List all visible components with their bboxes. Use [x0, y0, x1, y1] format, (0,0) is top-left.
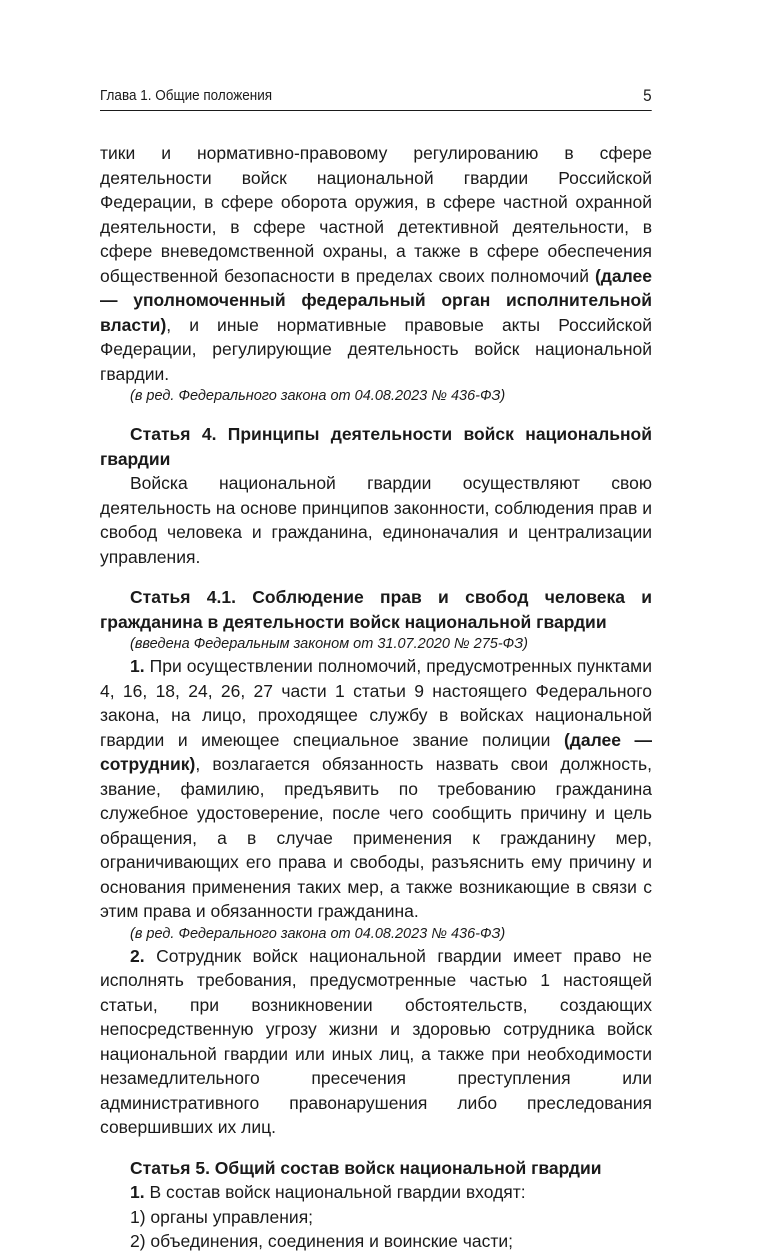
chapter-title: Глава 1. Общие положения: [100, 87, 273, 104]
page-number: 5: [643, 86, 652, 105]
article-5-title: Статья 5. Общий состав войск национальной гвардии: [130, 1157, 602, 1178]
amendment-note: (в ред. Федерального закона от 04.08.2023 № 436-ФЗ): [130, 925, 506, 942]
article-4-text: Войска национальной гвардии осуществляют свою деятельность на основе принципов законности, соблюдения прав и свобод человека и гражданина, единоначалия и централизации управления.: [100, 473, 652, 567]
text-run: При осуществлении полномочий, предусмотренных пунктами 4, 16, 18, 24, 26, 27 части 1 статьи 9 настоящего Федерального закона, на лицо, проходящее службу в войсках национальной гвардии и имеющее специальное звание полиции: [100, 656, 652, 750]
text-run: , возлагается обязанность назвать свои должность, звание, фамилию, предъявить по требованию гражданина служебное удостоверение, после чего сообщить причину и цель обращения, а в случае применения к гражданину мер, ограничивающих его права и свободы, разъяснить ему причину и основания применения таких мер, а также возникающие в связи с этим права и обязанности гражданина.: [100, 754, 652, 921]
list-item: 1) органы управления;: [130, 1206, 314, 1227]
text-run: Сотрудник войск национальной гвардии имеет право не исполнять требования, предусмотренные частью 1 настоящей статьи, при возникновении обстоятельств, создающих непосредственную угрозу жизни и здоровью сотрудника войск национальной гвардии или иных лиц, а также при необходимости незамедлительного пресечения преступления или административного правонарушения либо преследования совершивших их лиц.: [100, 945, 652, 1137]
page-content: [100, 141, 652, 1254]
part-number: 2.: [130, 945, 145, 966]
paragraph-continuation: [100, 141, 652, 386]
running-header: [100, 86, 652, 111]
article-4-1-part-2: [100, 944, 652, 1140]
text-run: В состав войск национальной гвардии входят:: [144, 1182, 526, 1202]
book-page: [100, 86, 653, 1251]
article-4-1-part-1: [100, 654, 652, 924]
article-4-1-title: Статья 4.1. Соблюдение прав и свобод человека и гражданина в деятельности войск национальной гвардии: [100, 587, 652, 632]
part-number: 1.: [130, 1182, 145, 1202]
list-item: 2) объединения, соединения и воинские части;: [130, 1231, 514, 1251]
amendment-note: (в ред. Федерального закона от 04.08.2023 № 436-ФЗ): [130, 388, 506, 404]
introduction-note: (введена Федеральным законом от 31.07.2020 № 275-ФЗ): [130, 636, 528, 652]
part-number: 1.: [130, 656, 145, 676]
article-4-title: Статья 4. Принципы деятельности войск национальной гвардии: [100, 424, 652, 469]
article-5-part-1: [100, 1180, 652, 1205]
bold-definition: (далее — уполномоченный федеральный орган исполнительной власти): [100, 265, 652, 335]
bold-definition: (далее — сотрудник): [100, 729, 653, 774]
text-run: тики и нормативно-правовому регулированию в сфере деятельности войск национальной гвардии Российской Федерации, в сфере оборота оружия, в сфере частной охранной деятельности, в сфере частной детективной деятельности, в сфере вневедомственной охраны, а также в сфере обеспечения общественной безопасности в пределах своих полномочий: [100, 143, 652, 286]
text-run: , и иные нормативные правовые акты Российской Федерации, регулирующие деятельность войск национальной гвардии.: [100, 314, 652, 384]
